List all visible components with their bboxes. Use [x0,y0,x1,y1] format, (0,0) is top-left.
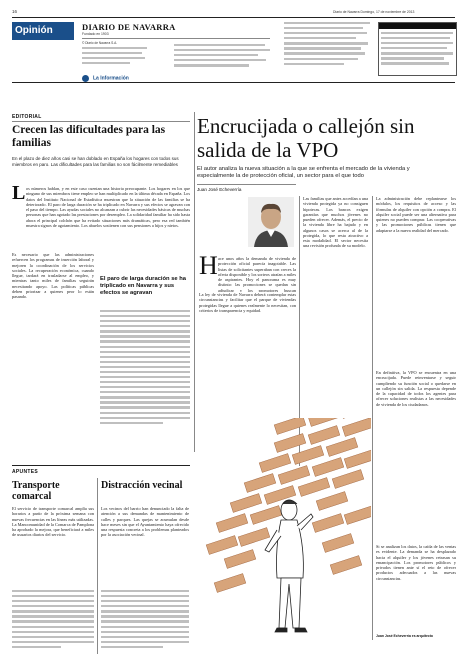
column-body-4: En definitiva, la VPO se encuentra en una encrucijada. Puede reinventarse y seguir cumpliendo su función social o quedarse en un callejón sin salida. La respuesta depende de la capacidad de todos los agentes para ofrecer soluciones realistas a las necesidades de vivienda de los ciudadanos. [376,370,456,407]
editorial-headline: Crecen las dificultades para las familias [12,124,166,149]
logo-text: La Información [93,75,129,82]
page-number: 16 [12,9,18,14]
column-body-1b: La ley de vivienda de Navarra deberá contemplar estas circunstancias y facilitar que el parque de viviendas protegidas llegue a quienes realmente lo necesitan, con criterios de transparencia y equidad. [199,292,296,313]
illustration-brick-wall [205,418,371,646]
editorial-rule [12,121,190,122]
section-banner [12,22,74,40]
audit-box [378,22,457,76]
column-divider-2 [372,196,373,640]
column-signature: Juan José Echeverría es arquitecto [376,634,433,638]
section-title: Opinión [15,25,53,36]
author-photo [248,197,294,247]
column-body-5: Si se analizan los datos, la caída de las ventas es evidente. La demanda se ha desplazado hacia el alquiler y los jóvenes retrasan su emancipación. Los promotores públicos y privados tienen ante sí el reto de ofrecer productos adecuados a las nuevas circunstancias. [376,544,456,581]
editorial-body-cont [100,310,190,427]
apuntes-item2-headline: Distracción vecinal [101,480,183,491]
staff-listing [82,47,150,67]
masthead-name: DIARIO DE NAVARRA [82,22,176,32]
apuntes-tag: APUNTES [12,469,38,475]
column-headline: Encrucijada o callejón sin salida de la VPO [197,114,415,162]
column-body-2: Las familias que antes accedían a una vivienda protegida ya no consiguen hipotecas. Los bancos exigen garantías que muchos jóvenes no pueden ofrecer. Además, el precio de la vivienda libre ha bajado y en algunos casos se acerca al de la protegida, lo que resta atractivo a esta modalidad. El sector necesita una revisión profunda de su modelo. [303,196,368,249]
editorial-body: os números hablan, y en este caso cuentan una historia preocupante. Los hogares en los que ninguno de sus miembros tiene empleo se han multiplicado en la última década en España. Los datos del Instituto Nacional de Estadística muestran que la situación de las familias se ha deteriorado. El paro de larga duración se ha triplicado en Navarra y sus efectos se agravan con el paso del tiempo. Las ayudas sociales no alcanzan a cubrir las necesidades básicas de muchas personas que han agotado las prestaciones por desempleo. La solidaridad familiar ha sido hasta ahora el principal colchón que ha evitado situaciones más dramáticas, pero esa red también muestra signos de agotamiento. Los abuelos sostienen con sus pensiones a hijos y nietos. [26,186,190,228]
column-deck: El autor analiza la nueva situación a la que se enfrenta el mercado de la vivienda y especialmente la de protección oficial, un sector para el que todo [197,166,410,179]
editorial-tag: EDITORIAL [12,114,42,120]
company-line: © Diario de Navarra S.A. [82,41,118,45]
editorial-column-divider [194,112,195,452]
column-body-3: La administración debe replantearse los módulos, los requisitos de acceso y las fórmulas de alquiler con opción a compra. El alquiler social puede ser una alternativa para quienes no pueden comprar. Las cooperativas y las promociones públicas tienen que adaptarse a la nueva realidad del mercado. [376,196,456,233]
editorial-body-lower: Es necesario que las administraciones refuercen los programas de inserción laboral y mejoren la coordinación de los servicios sociales. La recuperación económica, cuando llegue, tardará en trasladarse al empleo, y mientras tanto miles de familias seguirán necesitando apoyo. Las políticas públicas deben priorizar a quienes peor lo están pasando. [12,252,94,299]
editorial-pull-quote: El paro de larga duración se ha triplicado en Navarra y sus efectos se agravan [100,276,187,296]
logo-icon [82,75,89,82]
imprint-listing [284,22,370,68]
header-top-rule [12,17,455,18]
founded-line: Fundado en 1903 [82,32,109,36]
apuntes-item1-headline: Transporte comarcal [12,480,60,502]
editorial-deck: En el plazo de diez años casi se han doblado en España los hogares con todos sus miembros en paro. Las dificultades para las familias no son fácilmente remediables [12,156,179,167]
apuntes-item1-body: El servicio de transporte comarcal amplía sus horarios a partir de la próxima semana con nuevas frecuencias en las líneas más utilizadas. La Mancomunidad de la Comarca de Pamplona ha aprobado la mejora, que beneficiará a miles de usuarios diarios del servicio. [12,506,94,538]
apuntes-item2-cont [101,590,189,651]
column-deck-rule [197,184,296,185]
date-line: Diario de Navarra Domingo, 17 de noviembre de 2013 [333,10,415,14]
editorial-drop-cap: L [12,182,26,204]
header-bottom-rule [12,82,455,83]
column-author: Juan José Echeverría [197,187,242,192]
apuntes-rule [12,465,190,466]
contact-listing [174,44,270,69]
apuntes-item1-cont [12,590,94,651]
masthead-rule [82,38,270,39]
column-drop-cap: H [199,251,218,280]
logo-group [82,69,129,82]
apuntes-divider [97,478,98,654]
column-body-1: ace unos años la demanda de vivienda de protección oficial parecía inagotable. Las listas de solicitantes superaban con creces la oferta disponible y los sorteos atraían a miles de aspirantes. Hoy el panorama es muy distinto: las promociones se quedan sin adjudicar y los promotores buscan [218,256,296,292]
apuntes-item2-body: Los vecinos del barrio han denunciado la falta de atención a sus demandas de mantenimiento de calles y parques. Las quejas se acumulan desde hace meses sin que el Ayuntamiento haya ofrecido una respuesta concreta a los problemas planteados por la asociación vecinal. [101,506,189,538]
